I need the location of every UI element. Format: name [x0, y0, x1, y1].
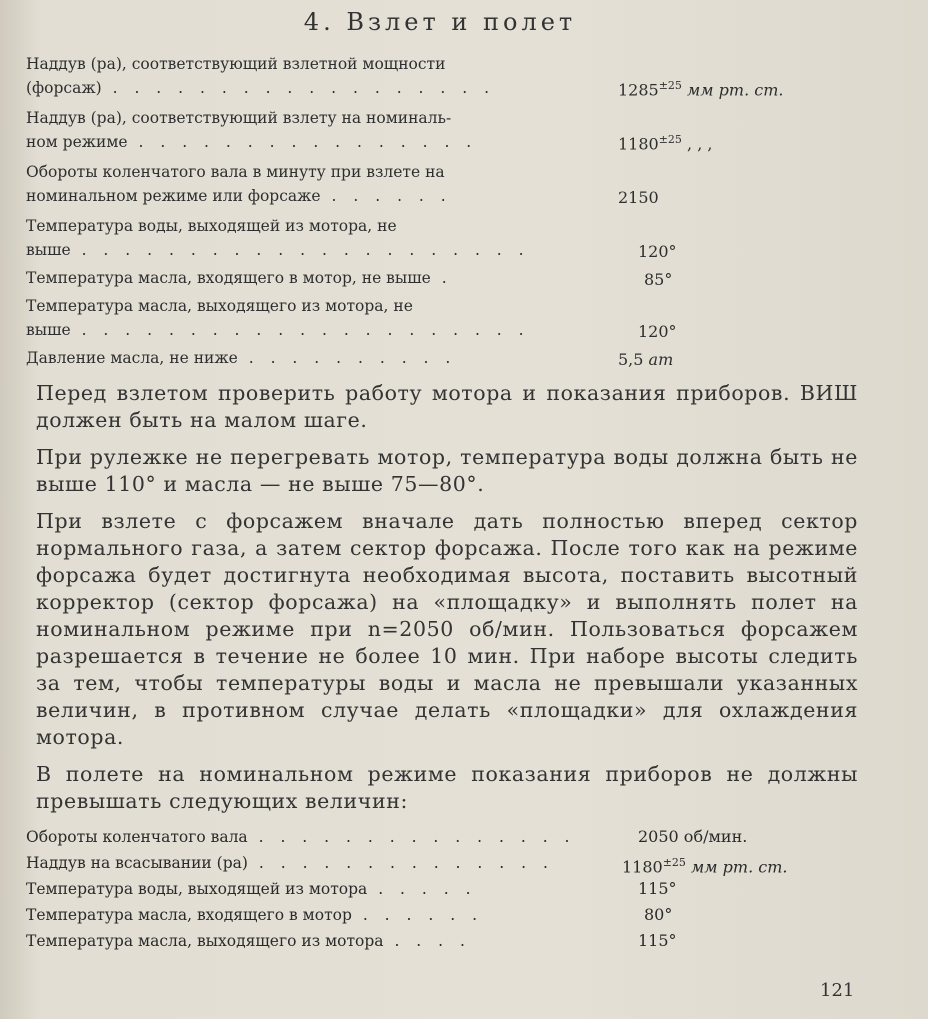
- spec-row: Обороты коленчатого вала в минуту при взлете на номинальном режиме или форсаже . . . . . . 2150: [26, 160, 896, 210]
- spec-label: Температура масла, выходящего из мотора, не: [26, 297, 413, 315]
- spec-label: Обороты коленчатого вала: [26, 828, 248, 846]
- spec-label: Температура масла, входящего в мотор: [26, 906, 352, 924]
- spec-label: Обороты коленчатого вала в минуту при взлете на: [26, 163, 445, 181]
- spec-row: Температура воды, выходящей из мотора . . . . . 115°: [26, 876, 896, 902]
- spec-row: Температура масла, входящего в мотор, не выше . 85°: [26, 266, 896, 292]
- spec-value: 115°: [638, 879, 677, 898]
- paragraph: В полете на номинальном режиме показания приборов не должны превышать следующих величин:: [36, 762, 858, 813]
- spec-label-cont: ном режиме: [26, 133, 128, 151]
- spec-label: Температура воды, выходящей из мотора, не: [26, 217, 397, 235]
- spec-row: Температура масла, входящего в мотор . . . . . . 80°: [26, 902, 896, 928]
- spec-value: 80°: [644, 905, 673, 924]
- spec-label-cont: выше: [26, 241, 71, 259]
- spec-value: 2050 об/мин.: [638, 827, 748, 846]
- spec-list-top: [26, 52, 896, 372]
- spec-row: Давление масла, не ниже . . . . . . . . . . 5,5 ат: [26, 346, 896, 372]
- spec-row: Обороты коленчатого вала . . . . . . . . . . . . . . . 2050 об/мин.: [26, 824, 896, 850]
- paragraph: При взлете с форсажем вначале дать полностью вперед сектор нормального газа, а затем сектор форсажа. После того как на режиме форсажа будет достигнута необходимая высота, поставить высотный корректор (сектор форсажа) на «площадку» и выполнять полет на номинальном режиме при n=2050 об/мин. Пользоваться форсажем разрешается в течение не более 10 мин. При наборе высоты следить за тем, чтобы температуры воды и масла не превышали указанных величин, в противном случае делать «площадки» для охлаждения мотора.: [36, 509, 858, 749]
- section-title: 4. Взлет и полет: [303, 8, 577, 36]
- paragraph: При рулежке не перегревать мотор, температура воды должна быть не выше 110° и масла — не выше 75—80°.: [36, 445, 858, 496]
- spec-label: Температура воды, выходящей из мотора: [26, 880, 368, 898]
- spec-label: Давление масла, не ниже: [26, 349, 238, 367]
- spec-value: 85°: [644, 270, 673, 289]
- spec-label: Наддув (pа), соответствующий взлету на номиналь-: [26, 109, 452, 127]
- spec-value: 5,5 ат: [618, 350, 674, 369]
- spec-value: 120°: [638, 322, 677, 341]
- spec-label: Температура масла, выходящего из мотора: [26, 932, 384, 950]
- spec-row: Температура масла, выходящего из мотора . . . . 115°: [26, 928, 896, 954]
- spec-label: Наддув (pа), соответствующий взлетной мощности: [26, 55, 446, 73]
- spec-list-bottom: [26, 824, 896, 954]
- spec-row: Наддув (pа), соответствующий взлету на номиналь- ном режиме . . . . . . . . . . . . . . . . $1180^{\pm 25}$ , , ,: [26, 106, 896, 156]
- spec-value: 2150: [618, 188, 659, 207]
- spec-value: $1285^{\pm 25}$ мм рт. ст.: [618, 78, 784, 99]
- spec-label: Наддув на всасывании (pа): [26, 854, 248, 872]
- spec-row: Температура масла, выходящего из мотора, не выше . . . . . . . . . . . . . . . . . . . . . 120°: [26, 294, 896, 344]
- spec-label-cont: номинальном режиме или форсаже: [26, 187, 321, 205]
- page-number: 121: [820, 980, 855, 1001]
- spec-value: 115°: [638, 931, 677, 950]
- body-text: [36, 380, 858, 825]
- spec-row: Температура воды, выходящей из мотора, не выше . . . . . . . . . . . . . . . . . . . . . 120°: [26, 214, 896, 264]
- paragraph: Перед взлетом проверить работу мотора и показания приборов. ВИШ должен быть на малом шаге.: [36, 381, 858, 432]
- spec-value: $1180^{\pm 25}$ мм рт. ст.: [622, 856, 788, 877]
- spec-value: $1180^{\pm 25}$ , , ,: [618, 132, 713, 153]
- spec-row: Наддув на всасывании (pа) . . . . . . . . . . . . . . $1180^{\pm 25}$ мм рт. ст.: [26, 850, 896, 876]
- spec-row: Наддув (pа), соответствующий взлетной мощности (форсаж) . . . . . . . . . . . . . . . . . . $1285^{\pm 25}$ мм рт. ст.: [26, 52, 896, 102]
- spec-label-cont: (форсаж): [26, 79, 102, 97]
- spec-value: 120°: [638, 242, 677, 261]
- spec-label-cont: выше: [26, 321, 71, 339]
- spec-label: Температура масла, входящего в мотор, не выше: [26, 269, 431, 287]
